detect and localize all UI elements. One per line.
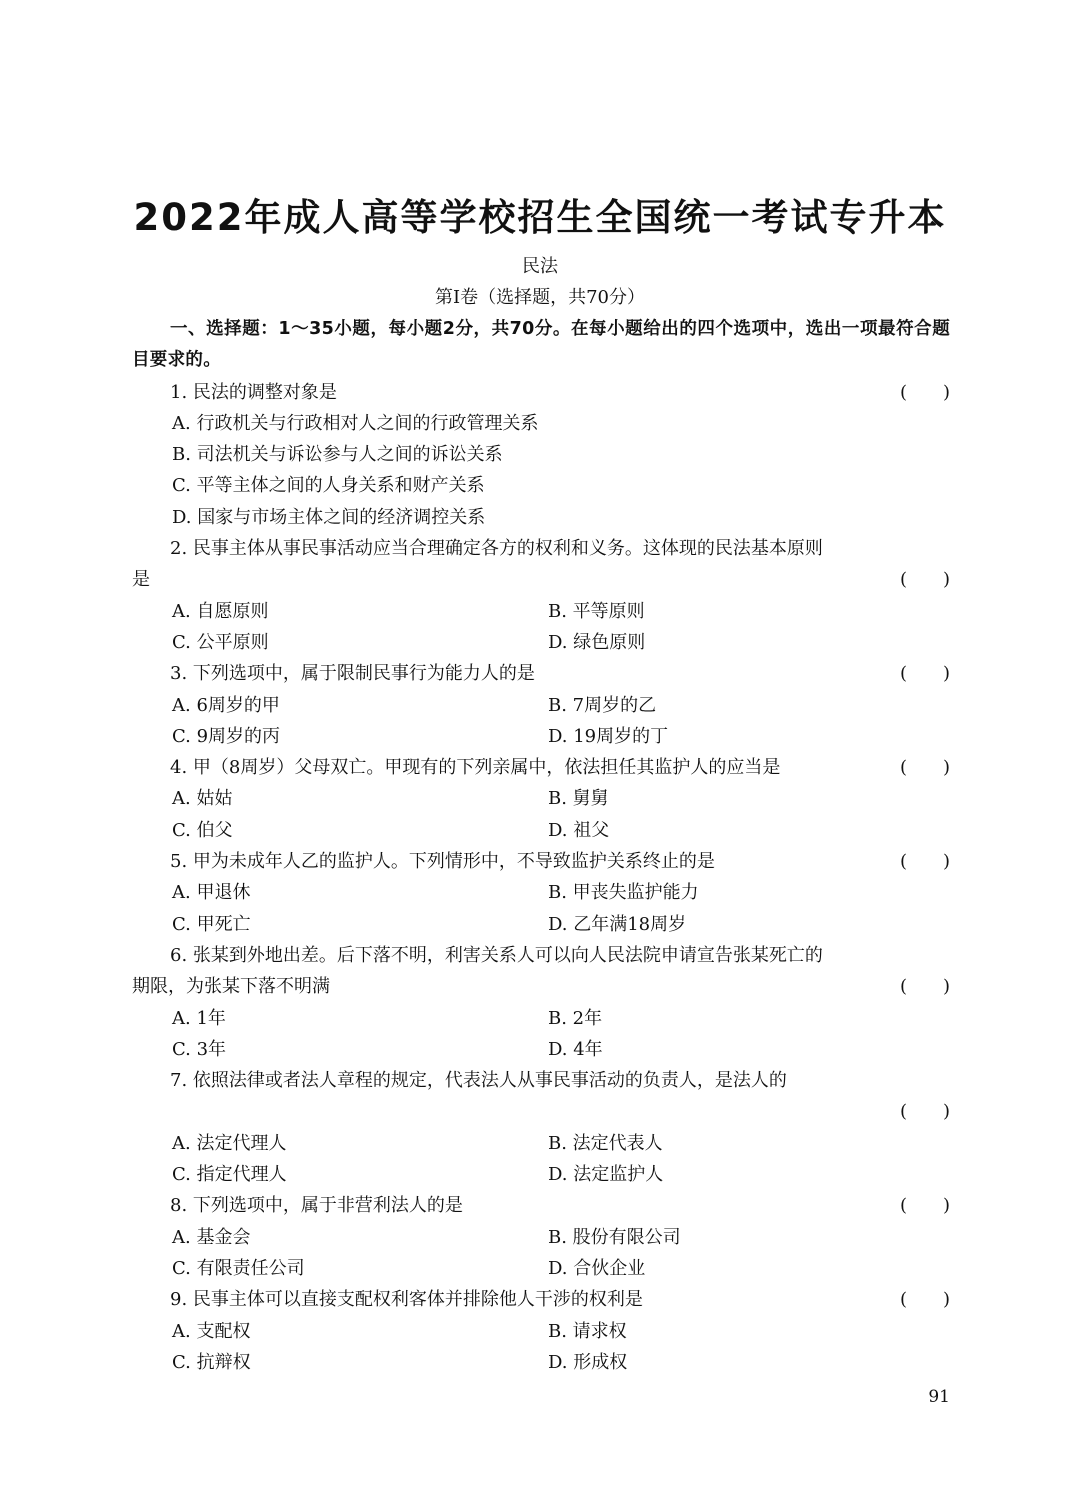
question-2-stem-continued: 是 ( )	[132, 564, 950, 595]
answer-blank: ( )	[899, 1195, 950, 1217]
question-7-options-row-1	[132, 1128, 950, 1159]
answer-blank: ( )	[899, 1101, 950, 1123]
question-3-options-row-1	[132, 690, 950, 721]
section-instructions: 一、选择题：1～35小题，每小题2分，共70分。在每小题给出的四个选项中，选出一项最符合题目要求的。	[132, 319, 950, 371]
question-3-options-row-2	[132, 721, 950, 752]
question-5-options-row-1	[132, 877, 950, 908]
question-7-option-a: A. 法定代理人	[172, 1132, 287, 1154]
question-3-option-b: B. 7周岁的乙	[548, 694, 657, 716]
page-title: 2022年成人高等学校招生全国统一考试专升本	[133, 196, 947, 239]
question-2-option-d: D. 绿色原则	[548, 631, 646, 653]
question-4-stem: 4. 甲（8周岁）父母双亡。甲现有的下列亲属中，依法担任其监护人的应当是 ( )	[132, 752, 950, 783]
question-7-option-c: C. 指定代理人	[172, 1164, 287, 1186]
question-6-option-a: A. 1年	[172, 1007, 226, 1029]
question-5-option-b: B. 甲丧失监护能力	[548, 882, 699, 904]
question-5-stem: 5. 甲为未成年人乙的监护人。下列情形中，不导致监护关系终止的是 ( )	[132, 846, 950, 877]
question-4-options-row-2	[132, 815, 950, 846]
question-5-option-a: A. 甲退休	[172, 882, 251, 904]
question-4-option-b: B. 舅舅	[548, 788, 609, 810]
question-6-options-row-1	[132, 1003, 950, 1034]
question-7-options-row-2	[132, 1159, 950, 1190]
question-5-option-d: D. 乙年满18周岁	[548, 913, 687, 935]
question-2-options-row-2	[132, 627, 950, 658]
question-6-option-d: D. 4年	[548, 1038, 603, 1060]
question-9-option-a: A. 支配权	[172, 1320, 251, 1342]
question-8-option-d: D. 合伙企业	[548, 1257, 646, 1279]
question-3-stem: 3. 下列选项中，属于限制民事行为能力人的是 ( )	[132, 658, 950, 689]
question-3-option-a: A. 6周岁的甲	[172, 694, 280, 716]
question-4-option-d: D. 祖父	[548, 819, 610, 841]
question-5-options-row-2	[132, 909, 950, 940]
question-2-option-c: C. 公平原则	[172, 631, 269, 653]
question-6-options-row-2	[132, 1034, 950, 1065]
question-9-options-row-1	[132, 1316, 950, 1347]
question-8-options-row-2	[132, 1253, 950, 1284]
question-1-option-b: B. 司法机关与诉讼参与人之间的诉讼关系	[172, 444, 503, 466]
question-8-option-a: A. 基金会	[172, 1226, 251, 1248]
question-1-stem: 1. 民法的调整对象是 ( )	[132, 377, 950, 408]
question-1-option-c: C. 平等主体之间的人身关系和财产关系	[172, 475, 485, 497]
question-2-option-a: A. 自愿原则	[172, 600, 269, 622]
question-6-option-c: C. 3年	[172, 1038, 227, 1060]
question-3-option-d: D. 19周岁的丁	[548, 725, 669, 747]
answer-blank: ( )	[899, 381, 950, 403]
question-section	[132, 314, 950, 1378]
question-4-option-a: A. 姑姑	[172, 788, 233, 810]
question-8-option-c: C. 有限责任公司	[172, 1257, 305, 1279]
question-8-options-row-1	[132, 1222, 950, 1253]
question-8-option-b: B. 股份有限公司	[548, 1226, 681, 1248]
question-6-option-b: B. 2年	[548, 1007, 603, 1029]
question-3-option-c: C. 9周岁的丙	[172, 725, 281, 747]
question-8-stem: 8. 下列选项中，属于非营利法人的是 ( )	[132, 1190, 950, 1221]
question-6-stem-continued: 期限，为张某下落不明满 ( )	[132, 971, 950, 1002]
question-7-answer-line	[132, 1096, 950, 1127]
answer-blank: ( )	[899, 569, 950, 591]
question-1-option-d: D. 国家与市场主体之间的经济调控关系	[172, 506, 486, 528]
question-9-options-row-2	[132, 1347, 950, 1378]
page-number: 91	[928, 1387, 950, 1407]
subject-heading: 民法	[522, 256, 558, 277]
question-9-option-d: D. 形成权	[548, 1351, 628, 1373]
question-2-option-b: B. 平等原则	[548, 600, 645, 622]
question-5-option-c: C. 甲死亡	[172, 913, 251, 935]
question-9-option-b: B. 请求权	[548, 1320, 627, 1342]
answer-blank: ( )	[899, 976, 950, 998]
question-2-stem: 2. 民事主体从事民事活动应当合理确定各方的权利和义务。这体现的民法基本原则	[170, 538, 823, 560]
answer-blank: ( )	[899, 663, 950, 685]
answer-blank: ( )	[899, 757, 950, 779]
volume-heading: 第Ⅰ卷（选择题，共70分）	[434, 287, 645, 308]
question-7-stem: 7. 依照法律或者法人章程的规定，代表法人从事民事活动的负责人，是法人的	[170, 1070, 787, 1092]
answer-blank: ( )	[899, 851, 950, 873]
question-9-option-c: C. 抗辩权	[172, 1351, 251, 1373]
answer-blank: ( )	[899, 1289, 950, 1311]
question-1-option-a: A. 行政机关与行政相对人之间的行政管理关系	[172, 412, 539, 434]
question-9-stem: 9. 民事主体可以直接支配权利客体并排除他人干涉的权利是 ( )	[132, 1284, 950, 1315]
question-4-option-c: C. 伯父	[172, 819, 233, 841]
question-2-options-row-1	[132, 596, 950, 627]
question-4-options-row-1	[132, 783, 950, 814]
question-7-option-b: B. 法定代表人	[548, 1132, 663, 1154]
question-6-stem: 6. 张某到外地出差。后下落不明，利害关系人可以向人民法院申请宣告张某死亡的	[170, 944, 823, 966]
question-7-option-d: D. 法定监护人	[548, 1164, 664, 1186]
